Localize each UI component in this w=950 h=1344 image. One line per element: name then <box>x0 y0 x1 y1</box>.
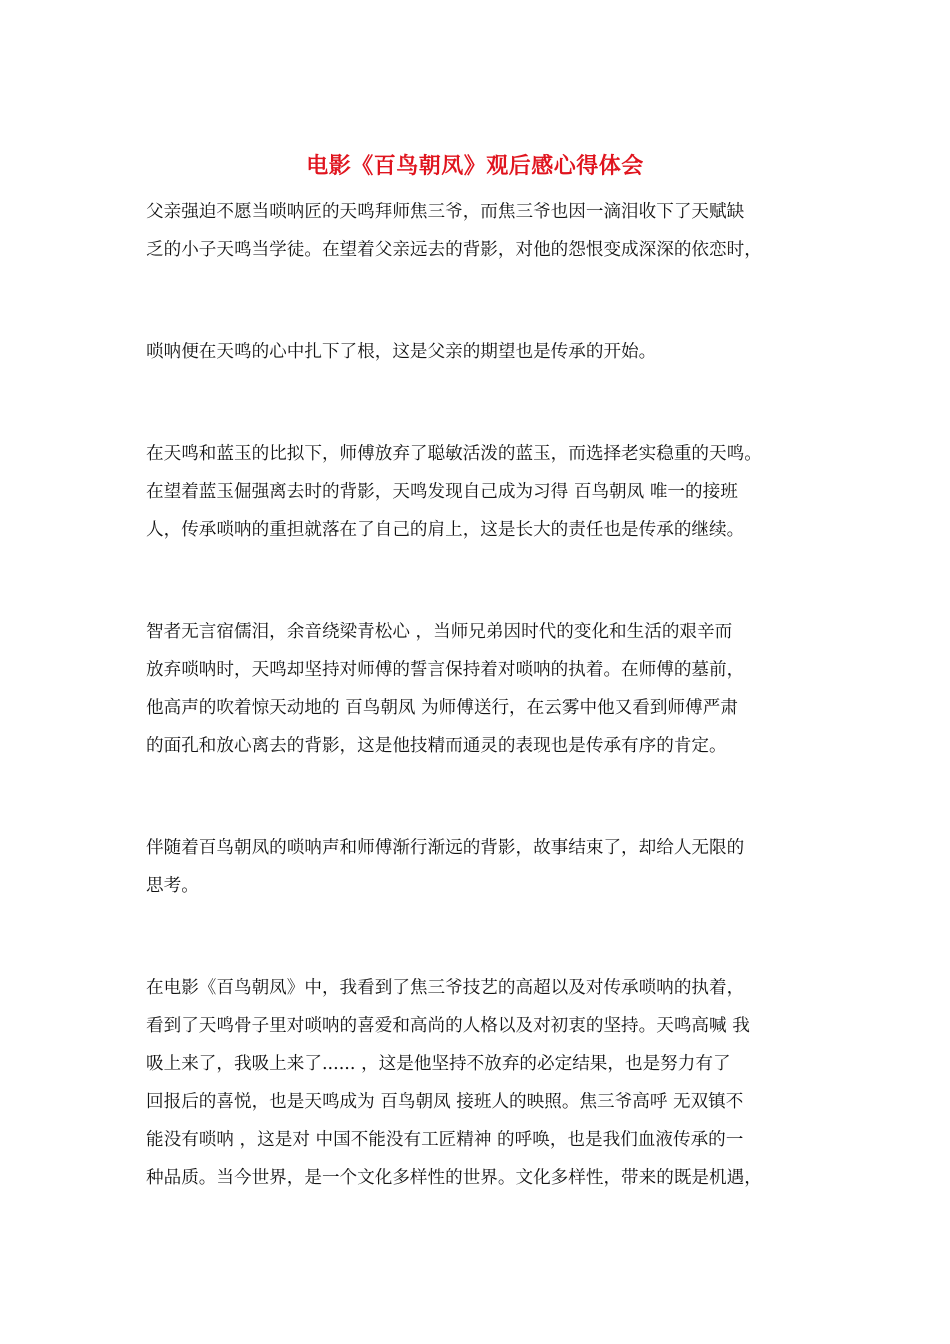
paragraph-6-line-2: 看到了天鸣骨子里对唢呐的喜爱和高尚的人格以及对初衷的坚持。天鸣高喊 我 <box>146 1016 750 1036</box>
document-title: 电影《百鸟朝凤》观后感心得体会 <box>306 153 644 179</box>
paragraph-4-line-4: 的面孔和放心离去的背影，这是他技精而通灵的表现也是传承有序的肯定。 <box>146 736 727 756</box>
paragraph-6-line-6: 种品质。当今世界，是一个文化多样性的世界。文化多样性，带来的既是机遇， <box>146 1168 762 1188</box>
paragraph-6-line-4: 回报后的喜悦，也是天鸣成为 百鸟朝凤 接班人的映照。焦三爷高呼 无双镇不 <box>146 1092 744 1112</box>
paragraph-1-line-1: 父亲强迫不愿当唢呐匠的天鸣拜师焦三爷，而焦三爷也因一滴泪收下了天赋缺 <box>146 202 745 222</box>
paragraph-2-line-1: 唢呐便在天鸣的心中扎下了根，这是父亲的期望也是传承的开始。 <box>146 342 657 362</box>
paragraph-5-line-2: 思考。 <box>146 876 199 896</box>
paragraph-6-line-3: 吸上来了，我吸上来了...... ，这是他坚持不放弃的必定结果，也是努力有了 <box>146 1054 731 1074</box>
paragraph-4-line-2: 放弃唢呐时，天鸣却坚持对师傅的誓言保持着对唢呐的执着。在师傅的墓前， <box>146 660 745 680</box>
paragraph-6-line-5: 能没有唢呐 ，这是对 中国不能没有工匠精神 的呼唤，也是我们血液传承的一 <box>146 1130 744 1150</box>
paragraph-3-line-2: 在望着蓝玉倔强离去时的背影，天鸣发现自己成为习得 百鸟朝凤 唯一的接班 <box>146 482 738 502</box>
paragraph-3-line-3: 人，传承唢呐的重担就落在了自己的肩上，这是长大的责任也是传承的继续。 <box>146 520 745 540</box>
paragraph-3-line-1: 在天鸣和蓝玉的比拟下，师傅放弃了聪敏活泼的蓝玉，而选择老实稳重的天鸣。 <box>146 444 762 464</box>
paragraph-1-line-2: 乏的小子天鸣当学徒。在望着父亲远去的背影，对他的怨恨变成深深的依恋时， <box>146 240 762 260</box>
paragraph-4-line-3: 他高声的吹着惊天动地的 百鸟朝凤 为师傅送行，在云雾中他又看到师傅严肃 <box>146 698 738 718</box>
paragraph-6-line-1: 在电影《百鸟朝凤》中，我看到了焦三爷技艺的高超以及对传承唢呐的执着， <box>146 978 745 998</box>
paragraph-4-line-1: 智者无言宿儒泪，余音绕梁青松心 ，当师兄弟因时代的变化和生活的艰辛而 <box>146 622 733 642</box>
paragraph-5-line-1: 伴随着百鸟朝凤的唢呐声和师傅渐行渐远的背影，故事结束了，却给人无限的 <box>146 838 745 858</box>
